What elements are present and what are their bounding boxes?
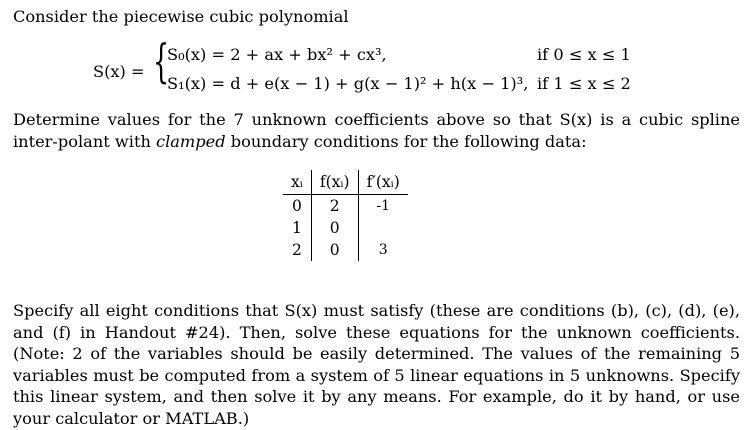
table-cell: 2 — [283, 239, 311, 261]
table-cell: 1 — [283, 217, 311, 239]
table-cell: 2 — [311, 195, 358, 218]
left-brace-icon: { — [153, 34, 170, 88]
table-header-row — [283, 170, 408, 195]
equation-lhs: S(x) = — [93, 62, 145, 81]
table-row — [283, 217, 408, 239]
table-cell: 3 — [378, 242, 388, 258]
table-header-cell: f(xᵢ) — [311, 170, 358, 195]
case-expression-1: S₁(x) = d + e(x − 1) + g(x − 1)² + h(x − 1)³, — [167, 74, 529, 93]
case-expression-0: S₀(x) = 2 + ax + bx² + cx³, — [167, 45, 387, 64]
data-table — [283, 170, 408, 261]
intro-text: Consider the piecewise cubic polynomial — [13, 7, 349, 26]
task-paragraph — [13, 109, 740, 152]
table-cell: -1 — [376, 198, 390, 214]
table-cell: 0 — [311, 217, 358, 239]
table-header-cell: f′(xᵢ) — [358, 170, 408, 195]
task-text-part1: Determine values for the 7 unknown coefficients above so that S(x) is a cubic spline inter-polant with — [13, 110, 740, 151]
table-header-cell: xᵢ — [283, 170, 311, 195]
instructions-paragraph: Specify all eight conditions that S(x) must satisfy (these are conditions (b), (c), (d), (e), and (f) in Handout #24). Then, solve these equations for the unknown coefficients. (Note: 2 of the variables should be easily determined. The values of the remaining 5 variables must be computed from a system of 5 linear equations in 5 unknowns. Specify this linear system, and then solve it by any means. For example, do it by hand, or use your calculator or MATLAB.) — [13, 301, 740, 428]
table-cell — [358, 217, 408, 239]
table-row — [283, 239, 408, 261]
task-text-part2: boundary conditions for the following data: — [225, 131, 587, 151]
table-cell: 0 — [283, 195, 311, 218]
task-emphasis: clamped — [156, 131, 226, 151]
table-cell: 0 — [311, 239, 358, 261]
table-row — [283, 195, 408, 218]
case-condition-1: if 1 ≤ x ≤ 2 — [537, 74, 631, 93]
case-condition-0: if 0 ≤ x ≤ 1 — [537, 45, 631, 64]
